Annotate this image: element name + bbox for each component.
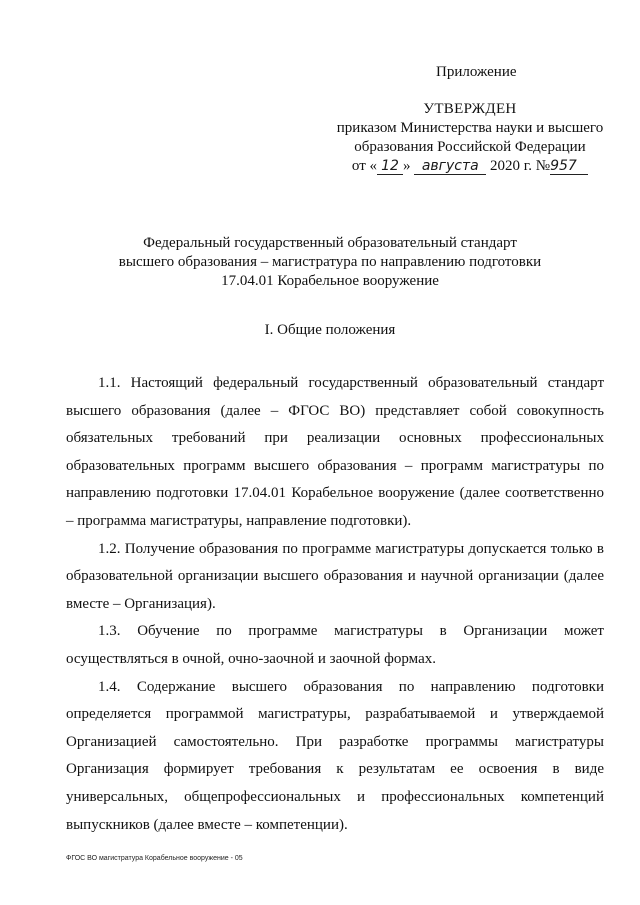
paragraph-1-4: 1.4. Содержание высшего образования по направлению подготовки определяется программой магистратуры, разрабатываемой и утверждаемой Организацией самостоятельно. При разработке программы магистратуры Организация формирует требования к результатам ее освоения в виде универсальных, общепрофессиональных и профессиональных компетенций выпускников (далее вместе – компетенции). (66, 678, 604, 833)
handwritten-month: августа (414, 158, 486, 175)
paragraph-1-1: 1.1. Настоящий федеральный государственный образовательный стандарт высшего образования (далее – ФГОС ВО) представляет собой совокупность обязательных требований при реализации основных профессиональных образовательных программ высшего образования – программ магистратуры по направлению подготовки 17.04.01 Корабельное вооружение (далее соответственно – программа магистратуры, направление подготовки). (66, 375, 604, 529)
order-line-1: приказом Министерства науки и высшего (336, 120, 604, 136)
date-year: 2020 г. № (490, 158, 551, 174)
date-prefix: от « (351, 158, 378, 174)
document-title (60, 234, 600, 291)
order-date-line (330, 157, 610, 176)
appendix-label: Приложение (436, 64, 517, 80)
approval-block (330, 100, 610, 176)
handwritten-day: 12 (377, 158, 403, 175)
section-body (66, 370, 604, 839)
date-mid: » (403, 158, 411, 174)
title-line-2: высшего образования – магистратура по направлению подготовки (118, 254, 542, 270)
title-line-3: 17.04.01 Корабельное вооружение (221, 273, 439, 289)
paragraph-1-2: 1.2. Получение образования по программе магистратуры допускается только в образовательной организации высшего образования и научной организации (далее вместе – Организация). (66, 540, 604, 612)
title-line-1: Федеральный государственный образовательный стандарт (143, 235, 517, 251)
handwritten-order-number: 957 (550, 158, 588, 175)
section-heading: I. Общие положения (264, 322, 396, 338)
paragraph-1-3: 1.3. Обучение по программе магистратуры в Организации может осуществляться в очной, очно-заочной и заочной формах. (66, 623, 604, 667)
page-footer: ФГОС ВО магистратура Корабельное вооружение - 05 (66, 855, 243, 862)
order-line-2: образования Российской Федерации (354, 139, 586, 155)
approved-heading: УТВЕРЖДЕН (423, 101, 517, 117)
